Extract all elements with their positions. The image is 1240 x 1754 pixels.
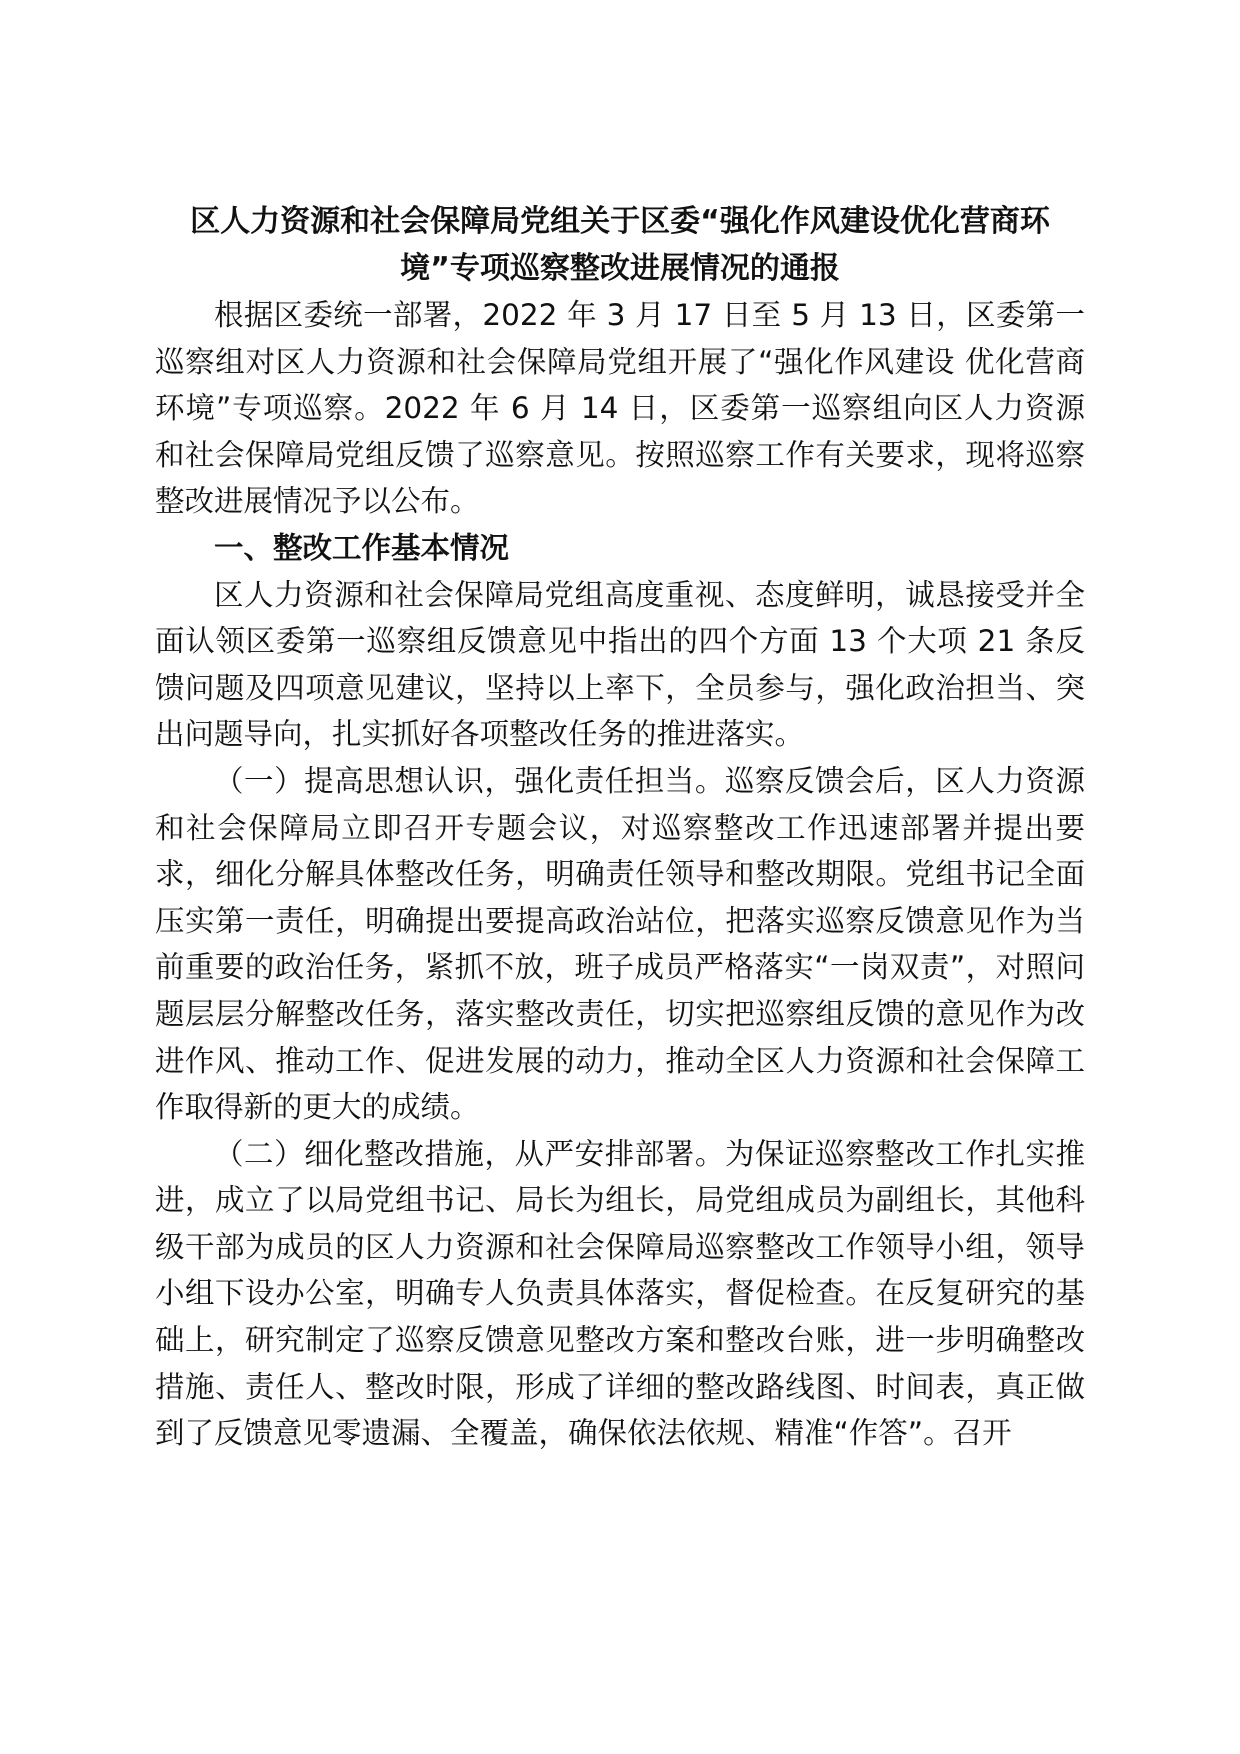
document-page <box>155 198 1085 1457</box>
item-2-paragraph: （二）细化整改措施，从严安排部署。为保证巡察整改工作扎实推进，成立了以局党组书记、局长为组长，局党组成员为副组长，其他科级干部为成员的区人力资源和社会保障局巡察整改工作领导小组，领导小组下设办公室，明确专人负责具体落实，督促检查。在反复研究的基础上，研究制定了巡察反馈意见整改方案和整改台账，进一步明确整改措施、责任人、整改时限，形成了详细的整改路线图、时间表，真正做到了反馈意见零遗漏、全覆盖，确保依法依规、精准“作答”。召开 <box>155 1136 1085 1451</box>
item-1-paragraph: （一）提高思想认识，强化责任担当。巡察反馈会后，区人力资源和社会保障局立即召开专题会议，对巡察整改工作迅速部署并提出要求，细化分解具体整改任务，明确责任领导和整改期限。党组书记全面压实第一责任，明确提出要提高政治站位，把落实巡察反馈意见作为当前重要的政治任务，紧抓不放，班子成员严格落实“一岗双责”，对照问题层层分解整改任务，落实整改责任，切实把巡察组反馈的意见作为改进作风、推动工作、促进发展的动力，推动全区人力资源和社会保障工作取得新的更大的成绩。 <box>155 763 1085 1125</box>
section-heading-1: 一、整改工作基本情况 <box>214 530 510 565</box>
document-title: 区人力资源和社会保障局党组关于区委“强化作风建设优化营商环境”专项巡察整改进展情况的通报 <box>190 204 1050 286</box>
section-1-paragraph: 区人力资源和社会保障局党组高度重视、态度鲜明，诚恳接受并全面认领区委第一巡察组反馈意见中指出的四个方面 13 个大项 21 条反馈问题及四项意见建议，坚持以上率下，全员参与，强化政治担当、突出问题导向，扎实抓好各项整改任务的推进落实。 <box>155 577 1085 752</box>
intro-paragraph: 根据区委统一部署，2022 年 3 月 17 日至 5 月 13 日，区委第一巡察组对区人力资源和社会保障局党组开展了“强化作风建设 优化营商环境”专项巡察。2022 年 6 月 14 日，区委第一巡察组向区人力资源和社会保障局党组反馈了巡察意见。按照巡察工作有关要求，现将巡察整改进展情况予以公布。 <box>155 298 1085 519</box>
